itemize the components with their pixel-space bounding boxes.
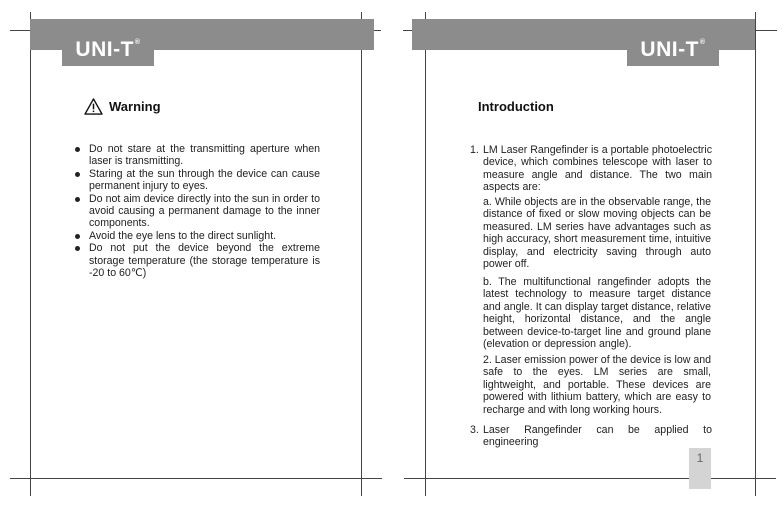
crop-mark <box>30 12 31 496</box>
warning-item: Avoid the eye lens to the direct sunlight. <box>74 230 320 242</box>
crop-mark <box>361 12 362 496</box>
intro-item-1 <box>470 144 712 194</box>
page-number-label: 1 <box>696 451 704 465</box>
brand-logo: UNI-T® <box>75 38 141 61</box>
warning-item: Do not stare at the transmitting aperture when laser is transmitting. <box>74 143 320 168</box>
crop-mark <box>10 30 30 31</box>
warning-heading <box>84 98 161 115</box>
warning-list <box>74 143 320 279</box>
crop-mark <box>755 12 756 496</box>
warning-title: Warning <box>109 99 161 114</box>
brand-logo-tab <box>627 19 719 66</box>
intro-item-3 <box>470 424 712 449</box>
brand-logo-tab <box>62 19 154 66</box>
intro-paragraph-2: 2. Laser emission power of the device is low and safe to the eyes. LM series are small, lightweight, and portable. These devices are powered with lithium battery, which are easy to recharge and with long working hours. <box>483 354 711 416</box>
item-number: 3. <box>470 424 479 436</box>
crop-mark <box>10 478 382 479</box>
crop-mark <box>425 12 426 496</box>
item-text: LM Laser Rangefinder is a portable photoelectric device, which combines telescope with laser to measure angle and distance. The two main aspects are: <box>483 144 712 194</box>
intro-paragraph-b: b. The multifunctional rangefinder adopts the latest technology to measure target distance and angle. It can display target distance, relative height, horizontal distance, and the angle between device-to-target line and ground plane (elevation or depression angle). <box>483 276 711 351</box>
warning-item: Do not put the device beyond the extreme storage temperature (the storage temperature is -20 to 60℃) <box>74 242 320 279</box>
crop-mark <box>404 478 776 479</box>
warning-item: Do not aim device directly into the sun in order to avoid causing a permanent damage to the inner components. <box>74 193 320 230</box>
warning-item: Staring at the sun through the device can cause permanent injury to eyes. <box>74 168 320 193</box>
item-number: 1. <box>470 144 479 156</box>
item-text: Laser Rangefinder can be applied to engineering <box>483 424 712 449</box>
crop-mark <box>755 30 777 31</box>
intro-paragraph-a: a. While objects are in the observable range, the distance of fixed or slow moving objects can be measured. LM series have advantages such as high accuracy, short measurement time, intuitive display, and electricity saving through auto power off. <box>483 196 711 271</box>
page-number <box>689 448 711 489</box>
brand-logo: UNI-T® <box>640 38 706 61</box>
warning-triangle-icon <box>84 98 103 115</box>
introduction-heading: Introduction <box>478 99 554 114</box>
